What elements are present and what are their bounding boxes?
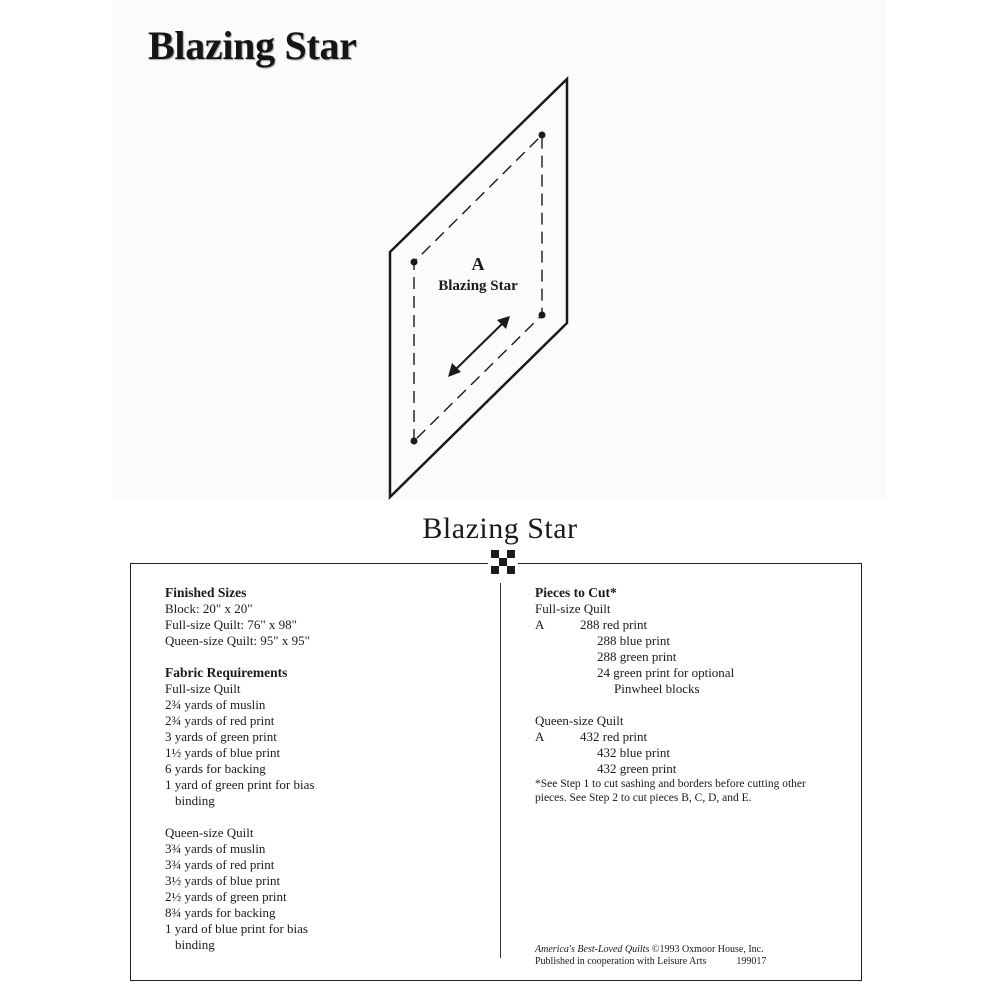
fabric-heading: Fabric Requirements — [165, 665, 288, 680]
fabric-line: 1 yard of blue print for bias — [165, 921, 308, 936]
fabric-line: binding — [175, 793, 215, 808]
cut-row — [535, 617, 855, 633]
template-title: Blazing Star — [148, 23, 357, 68]
pieces-full-label: Full-size Quilt — [535, 601, 611, 616]
fabric-line: 3½ yards of blue print — [165, 873, 281, 888]
cut-line: 432 red print — [580, 729, 648, 744]
fabric-line: 3¾ yards of red print — [165, 857, 275, 872]
cut-line: 288 green print — [597, 649, 677, 664]
fabric-full-label: Full-size Quilt — [165, 681, 241, 696]
fabric-line: 3 yards of green print — [165, 729, 277, 744]
pieces-queen-label: Queen-size Quilt — [535, 713, 624, 728]
fabric-line: 1 yard of green print for bias — [165, 777, 315, 792]
cut-letter: A — [535, 617, 545, 632]
grain-arrow — [454, 322, 504, 371]
credits-book: America's Best-Loved Quilts — [535, 944, 650, 955]
fabric-line: 2¾ yards of muslin — [165, 697, 266, 712]
cut-letter: A — [535, 729, 545, 744]
right-column — [535, 585, 855, 805]
cut-row — [535, 729, 855, 745]
cut-line: Pinwheel blocks — [614, 681, 700, 696]
finished-size-line: Block: 20" x 20" — [165, 601, 253, 616]
finished-sizes-heading: Finished Sizes — [165, 585, 247, 600]
finished-size-line: Full-size Quilt: 76" x 98" — [165, 617, 297, 632]
fabric-line: binding — [175, 937, 215, 952]
credits-published: Published in cooperation with Leisure Arts — [535, 956, 707, 967]
cut-line: 432 blue print — [597, 745, 670, 760]
column-divider — [500, 583, 501, 958]
fabric-line: 1½ yards of blue print — [165, 745, 281, 760]
credits-code: 199017 — [736, 956, 767, 967]
footnote: pieces. See Step 2 to cut pieces B, C, D, and E. — [535, 792, 752, 804]
piece-letter: A — [471, 254, 485, 274]
cut-line: 432 green print — [597, 761, 677, 776]
fabric-line: 6 yards for backing — [165, 761, 266, 776]
cut-line: 288 red print — [580, 617, 648, 632]
fabric-line: 8¾ yards for backing — [165, 905, 276, 920]
fabric-line: 2¾ yards of red print — [165, 713, 275, 728]
pieces-heading: Pieces to Cut* — [535, 585, 617, 600]
cut-line: 288 blue print — [597, 633, 670, 648]
left-column — [165, 585, 485, 953]
fabric-line: 3¾ yards of muslin — [165, 841, 266, 856]
footnote: *See Step 1 to cut sashing and borders before cutting other — [535, 778, 806, 790]
credits-copyright: ©1993 Oxmoor House, Inc. — [649, 944, 764, 955]
seam-dot — [539, 312, 546, 319]
fabric-line: 2½ yards of green print — [165, 889, 287, 904]
cut-line: 24 green print for optional — [597, 665, 735, 680]
sheet-title: Blazing Star — [422, 512, 578, 545]
seam-dot — [411, 259, 418, 266]
piece-name: Blazing Star — [438, 278, 518, 294]
fabric-queen-label: Queen-size Quilt — [165, 825, 254, 840]
seam-dot — [539, 132, 546, 139]
credits — [535, 944, 766, 968]
finished-size-line: Queen-size Quilt: 95" x 95" — [165, 633, 310, 648]
seam-dot — [411, 438, 418, 445]
checker-icon — [488, 550, 518, 574]
